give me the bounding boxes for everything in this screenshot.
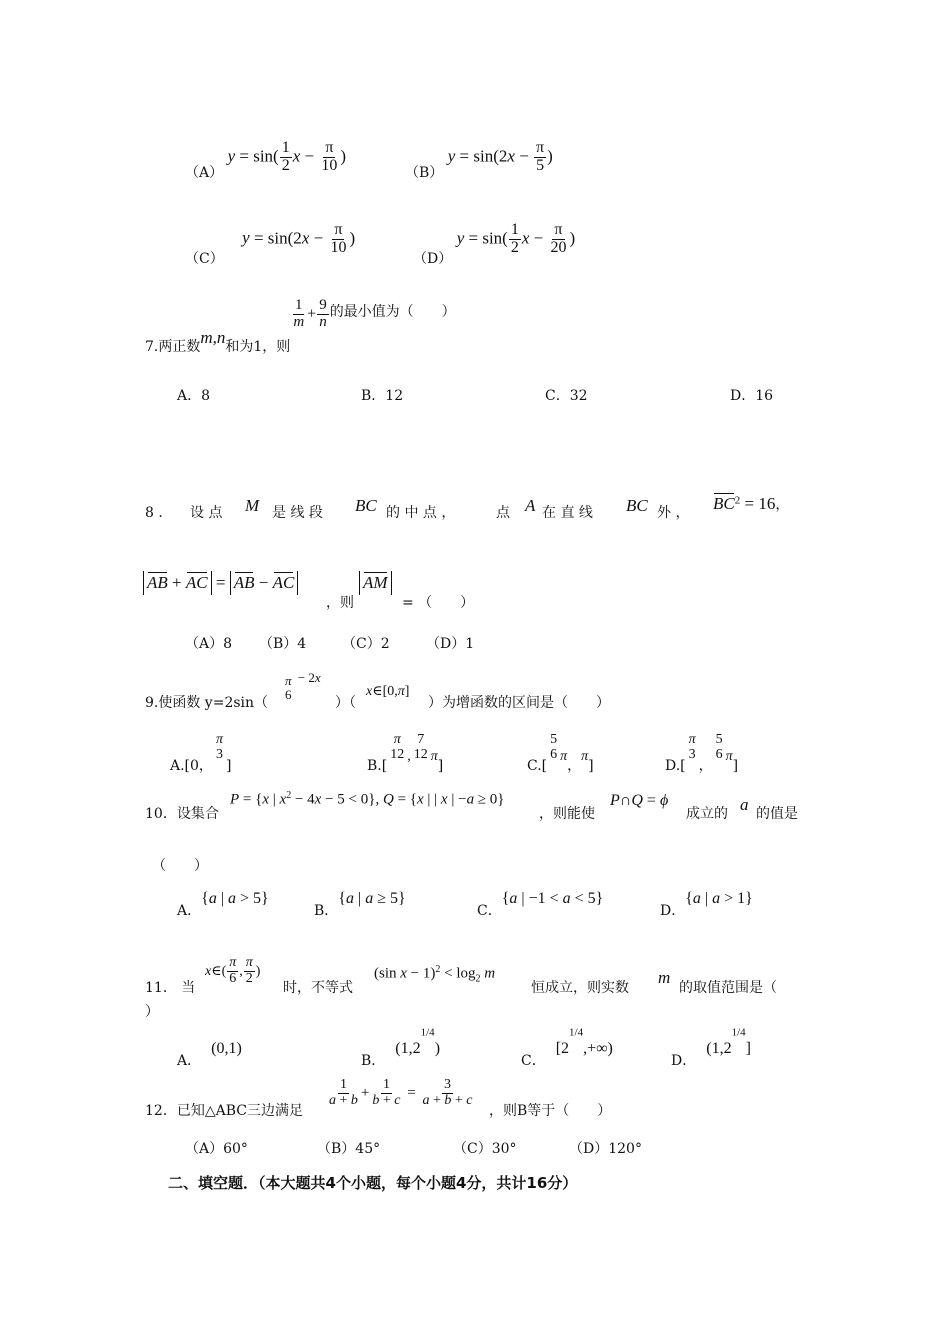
q7-formula: $\frac{1}{m}$ bbox=[293, 297, 305, 330]
q8-option-c: （C）2 bbox=[342, 636, 390, 652]
q10-t4: 的值是 bbox=[756, 806, 798, 822]
q7-option-c: C．32 bbox=[545, 388, 588, 404]
q12-t1: 12．已知△ABC三边满足 bbox=[145, 1103, 303, 1119]
q8-t1: 设 点 bbox=[190, 505, 223, 521]
q8-t8: = （ ） bbox=[402, 595, 475, 611]
q11-t4: 的取值范围是（ bbox=[679, 980, 777, 996]
q11-option-a: A．(0,1) bbox=[177, 1040, 242, 1069]
q10-paren: （ ） bbox=[152, 858, 208, 874]
q6-option-d: （D） y = sin( $\frac{1}{2}$ x − $\frac{\pi}{20}$ ) bbox=[413, 221, 576, 268]
q7-option-d: D．16 bbox=[730, 388, 774, 404]
q9-option-a: A.[0， π 3 ] bbox=[170, 732, 232, 774]
q6-option-c: （C） y = sin(2x − $\frac{\pi}{10}$ ) bbox=[185, 221, 356, 268]
q11-t3: 恒成立，则实数 bbox=[531, 980, 629, 996]
q8-number: 8 ． bbox=[145, 505, 173, 521]
q9-t1: 9.使函数 y=2sin（ bbox=[145, 695, 269, 711]
q12-option-a: （A）60° bbox=[185, 1141, 248, 1157]
q7-number: 7. bbox=[145, 339, 159, 356]
q6-option-a-label: （A） bbox=[185, 165, 224, 182]
q7-option-b: B．12 bbox=[361, 388, 404, 404]
q11-option-c: C．$[2^{1/4},+\infty)$ bbox=[521, 1026, 613, 1069]
q7-text2: 和为1，则 bbox=[225, 339, 291, 356]
q6-option-b: （B） y = sin(2x − $\frac{\pi}{5}$ ) bbox=[405, 139, 553, 182]
q12-option-c: （C）30° bbox=[453, 1141, 517, 1157]
q11-t1: 11． 当 bbox=[145, 980, 196, 996]
q9-t3: ）为增函数的区间是（ ） bbox=[428, 695, 610, 711]
q6-option-d-label: （D） bbox=[413, 251, 453, 268]
q6-option-a-formula: y bbox=[227, 146, 236, 166]
q9-domain: x∈[0,π] bbox=[366, 684, 410, 699]
q8-t3: 的 中 点 ， bbox=[386, 505, 456, 521]
q9-option-b: B.[ π 12 , 7 12 π] bbox=[367, 732, 444, 774]
q8-am-magnitude: AM bbox=[359, 571, 392, 595]
q6-option-a: （A） y = sin( $\frac{1}{2}$ x − $\frac{\pi}{10}$ ) bbox=[185, 139, 347, 182]
q6-option-b-label: （B） bbox=[405, 165, 444, 182]
q10-option-d: D．{a | a > 1} bbox=[660, 890, 753, 919]
q8-point-a: A bbox=[525, 496, 536, 515]
q8-t4: 点 bbox=[496, 505, 510, 521]
q11-inequality: (sin $x - 1)^2 < \log_2 m$ bbox=[374, 964, 496, 985]
q12-t2: ，则B等于（ ） bbox=[489, 1103, 612, 1119]
q11-var-m: m bbox=[658, 968, 671, 987]
q10-condition: P∩Q = ϕ bbox=[610, 792, 669, 809]
q7-option-a: A．8 bbox=[177, 388, 211, 404]
q8-t2: 是 线 段 bbox=[272, 505, 323, 521]
q8-line-bc: BC bbox=[626, 496, 648, 515]
q9-option-d: D.[ π 3 ， 5 6 π] bbox=[665, 732, 739, 774]
q11-t5: ） bbox=[145, 1004, 159, 1020]
q12-equation: $\frac{1}{a + b}$ + $\frac{1}{b + c}$ = $\frac{3}{a + b + c}$ bbox=[329, 1077, 473, 1108]
q12-option-d: （D）120° bbox=[569, 1141, 642, 1157]
q11-t2: 时，不等式 bbox=[283, 980, 353, 996]
q8-option-a: （A）8 bbox=[185, 636, 233, 652]
q8-t5: 在 直 线 bbox=[542, 505, 593, 521]
q8-option-b: （B）4 bbox=[259, 636, 307, 652]
q7-text3: 的最小值为（ ） bbox=[329, 304, 456, 321]
q9-argument: π 6 − 2x bbox=[285, 669, 321, 702]
q7-text1: 两正数 bbox=[158, 339, 201, 356]
section-2-heading: 二、填空题．（本大题共4个小题，每个小题4分，共计16分） bbox=[168, 1174, 578, 1192]
q10-t2: ，则能使 bbox=[539, 806, 595, 822]
q7-stem: 7.两正数m,n和为1，则 $\frac{1}{m}$ + $\frac{9}{n}$ 的最小值为（ ） bbox=[145, 297, 456, 356]
q8-t7: ，则 bbox=[326, 595, 354, 611]
q10-option-b: B．{a | a ≥ 5} bbox=[314, 890, 406, 919]
q12-option-b: （B）45° bbox=[317, 1141, 381, 1157]
q8-point-m: M bbox=[245, 496, 260, 515]
q10-var-a: a bbox=[740, 795, 749, 814]
q9-option-c: C.[ 5 6 π，π] bbox=[527, 732, 594, 774]
q8-bc-squared: $BC^2 = 16$， bbox=[713, 494, 790, 513]
q11-option-b: B．$(1,2^{1/4})$ bbox=[361, 1026, 441, 1069]
q8-vector-equation: AB + AC = AB − AC bbox=[143, 571, 298, 595]
q11-interval: x∈( $\frac{\pi}{6}$ , $\frac{\pi}{2}$ ) bbox=[205, 955, 261, 986]
q10-t1: 10．设集合 bbox=[145, 806, 219, 822]
q6-option-c-label: （C） bbox=[185, 251, 224, 268]
q9-t2: ）（ bbox=[335, 695, 356, 711]
q10-sets: P = {x | $x^2 - 4x - 5 < 0$}, Q = {x | | x | −a ≥ 0} bbox=[230, 790, 505, 808]
q10-option-c: C．{a | −1 < a < 5} bbox=[477, 890, 604, 919]
q8-segment-bc: BC bbox=[355, 496, 377, 515]
q8-t6: 外 ， bbox=[657, 505, 690, 521]
q10-t3: 成立的 bbox=[686, 806, 728, 822]
q10-option-a: A．{a | a > 5} bbox=[177, 890, 269, 919]
q11-option-d: D．$(1,2^{1/4}]$ bbox=[671, 1026, 751, 1069]
q8-option-d: （D）1 bbox=[426, 636, 475, 652]
